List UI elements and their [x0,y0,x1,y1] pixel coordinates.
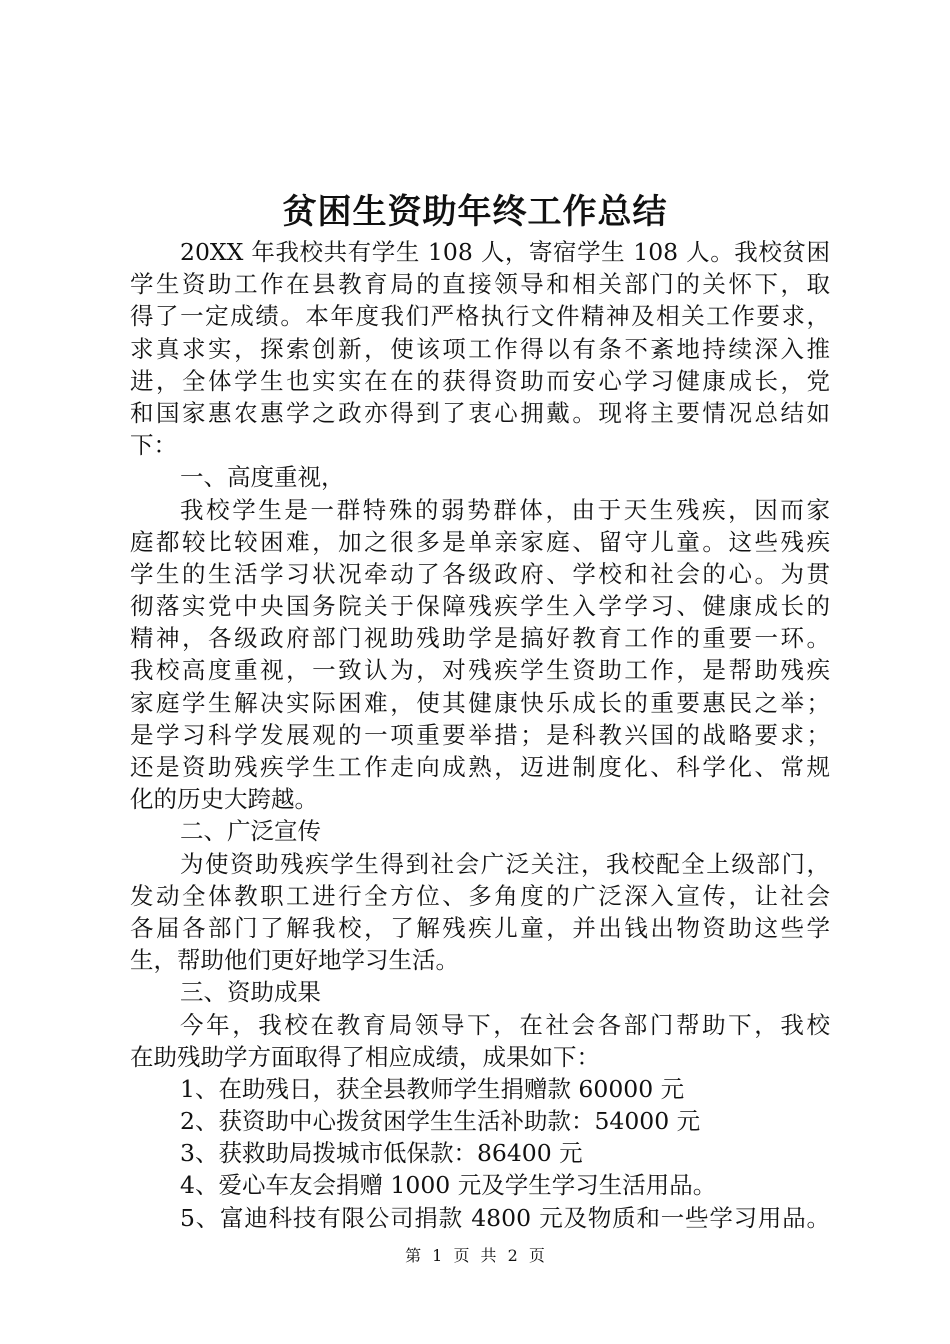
text-line: 各届各部门了解我校，了解残疾儿童，并出钱出物资助这些学 [130,913,830,942]
text-line: 为使资助残疾学生得到社会广泛关注，我校配全上级部门， [180,849,830,878]
text-line: 1、在助残日，获全县教师学生捐赠款 60000 元 [180,1074,685,1103]
text-line: 庭都较比较困难，加之很多是单亲家庭、留守儿童。这些残疾 [130,527,830,556]
text-line: 得了一定成绩。本年度我们严格执行文件精神及相关工作要求， [130,302,830,331]
text-line: 学生的生活学习状况牵动了各级政府、学校和社会的心。为贯 [130,559,830,588]
text-line: 二、广泛宣传 [180,817,321,846]
text-line: 在助残助学方面取得了相应成绩，成果如下： [130,1042,600,1071]
text-line: 3、获救助局拨城市低保款：86400 元 [180,1139,583,1168]
text-line: 发动全体教职工进行全方位、多角度的广泛深入宣传，让社会 [130,881,830,910]
text-line: 三、资助成果 [180,978,321,1007]
text-line: 精神，各级政府部门视助残助学是搞好教育工作的重要一环。 [130,624,830,653]
text-line: 4、爱心车友会捐赠 1000 元及学生学习生活用品。 [180,1171,717,1200]
text-line: 5、富迪科技有限公司捐款 4800 元及物质和一些学习用品。 [180,1203,830,1232]
text-line: 2、获资助中心拨贫困学生生活补助款：54000 元 [180,1107,701,1136]
text-line: 家庭学生解决实际困难，使其健康快乐成长的重要惠民之举； [130,688,830,717]
text-line: 20XX 年我校共有学生 108 人，寄宿学生 108 人。我校贫困 [180,238,830,266]
text-line: 今年，我校在教育局领导下，在社会各部门帮助下，我校 [180,1010,830,1039]
page-footer: 第 1 页 共 2 页 [405,1246,545,1265]
text-line: 下： [130,431,177,460]
document-title: 贫困生资助年终工作总结 [282,192,668,232]
text-line: 还是资助残疾学生工作走向成熟，迈进制度化、科学化、常规 [130,753,830,781]
text-line: 是学习科学发展观的一项重要举措；是科教兴国的战略要求； [130,720,830,749]
text-line: 我校高度重视，一致认为，对残疾学生资助工作，是帮助残疾 [130,656,830,685]
text-line: 求真求实，探索创新，使该项工作得以有条不紊地持续深入推 [130,334,830,363]
text-line: 学生资助工作在县教育局的直接领导和相关部门的关怀下，取 [130,270,830,299]
text-line: 我校学生是一群特殊的弱势群体，由于天生残疾，因而家 [180,495,830,524]
text-line: 进，全体学生也实实在在的获得资助而安心学习健康成长，党 [130,366,830,395]
text-line: 一、高度重视， [180,463,345,492]
text-line: 和国家惠农惠学之政亦得到了衷心拥戴。现将主要情况总结如 [130,398,830,427]
text-line: 彻落实党中央国务院关于保障残疾学生入学学习、健康成长的 [130,592,830,621]
text-line: 生，帮助他们更好地学习生活。 [130,946,459,975]
document-body [130,236,830,1234]
text-line: 化的历史大跨越。 [130,785,318,814]
